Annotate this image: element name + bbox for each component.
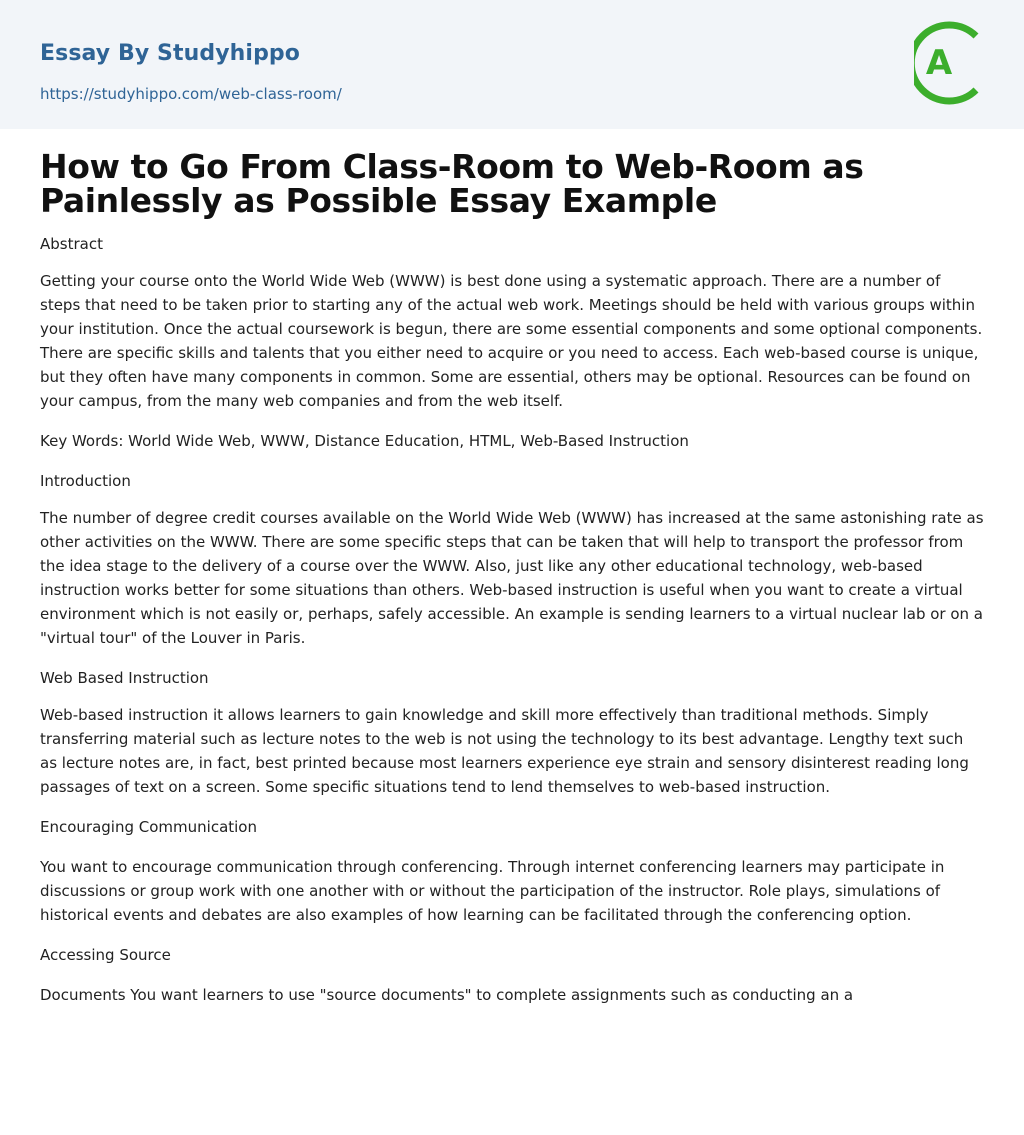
heading-encouraging-communication: Encouraging Communication <box>40 818 257 836</box>
heading-accessing-source: Accessing Source <box>40 946 171 964</box>
paragraph-keywords: Key Words: World Wide Web, WWW, Distance Education, HTML, Web-Based Instruction <box>40 432 689 450</box>
heading-introduction: Introduction <box>40 472 131 490</box>
paragraph-web-based-instruction: Web-based instruction it allows learners to gain knowledge and skill more effectively than traditional methods. Simply transferring material such as lecture notes to the web is not using the technology to its best advantage. Lengthy text such as lecture notes are, in fact, best printed because most learners experience eye strain and sensory disinterest reading long passages of text on a screen. Some specific situations tend to lend themselves to web-based instruction. <box>40 706 969 796</box>
site-brand[interactable]: Essay By Studyhippo <box>40 41 300 66</box>
site-header <box>0 0 1024 129</box>
logo-letter: A <box>925 43 953 83</box>
page-title: How to Go From Class-Room to Web-Room as Painlessly as Possible Essay Example <box>40 147 864 220</box>
paragraph-encouraging-communication: You want to encourage communication through conferencing. Through internet conferencing learners may participate in discussions or group work with one another with or without the participation of the instructor. Role plays, simulations of historical events and debates are also examples of how learning can be facilitated through the conferencing option. <box>40 858 945 924</box>
heading-web-based-instruction: Web Based Instruction <box>40 669 209 687</box>
article <box>0 129 1024 1007</box>
paragraph-documents: Documents You want learners to use "source documents" to complete assignments such as conducting an a <box>40 986 854 1004</box>
studyhippo-logo-icon[interactable] <box>914 20 986 106</box>
heading-abstract: Abstract <box>40 235 103 253</box>
page-url-link[interactable]: https://studyhippo.com/web-class-room/ <box>40 85 342 103</box>
paragraph-abstract: Getting your course onto the World Wide Web (WWW) is best done using a systematic approach. There are a number of steps that need to be taken prior to starting any of the actual web work. Meetings should be held with various groups within your institution. Once the actual coursework is begun, there are some essential components and some optional components. There are specific skills and talents that you either need to acquire or you need to access. Each web-based course is unique, but they often have many components in common. Some are essential, others may be optional. Resources can be found on your campus, from the many web companies and from the web itself. <box>40 272 983 410</box>
paragraph-introduction: The number of degree credit courses available on the World Wide Web (WWW) has increased at the same astonishing rate as other activities on the WWW. There are some specific steps that can be taken that will help to transport the professor from the idea stage to the delivery of a course over the WWW. Also, just like any other educational technology, web-based instruction works better for some situations than others. Web-based instruction is useful when you want to create a virtual environment which is not easily or, perhaps, safely accessible. An example is sending learners to a virtual nuclear lab or on a "virtual tour" of the Louver in Paris. <box>40 509 984 647</box>
